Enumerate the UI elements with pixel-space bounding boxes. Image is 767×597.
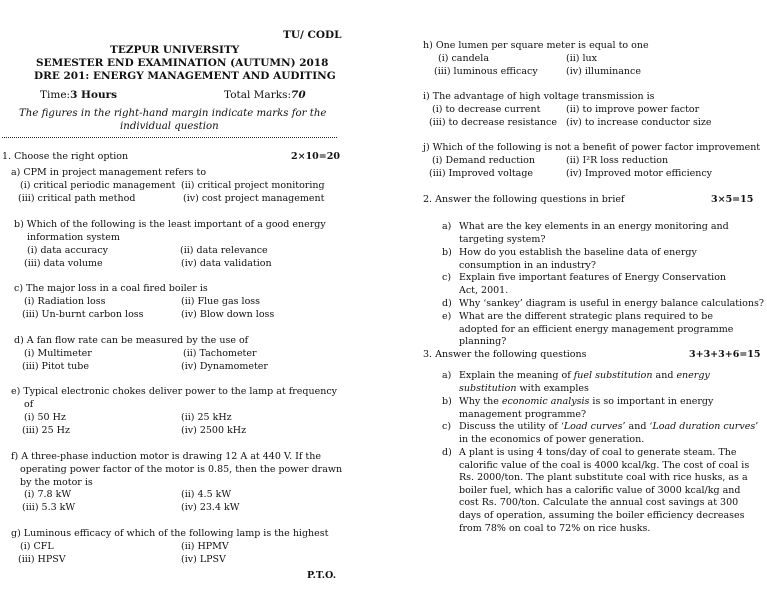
q1a-option-2: (ii) critical project monitoring bbox=[181, 180, 325, 191]
q1j-option-2: (ii) I²R loss reduction bbox=[566, 155, 669, 166]
q3c-text-part: ’ and ‘ bbox=[622, 421, 653, 432]
q1f-option-3: (iii) 5.3 kW bbox=[22, 502, 76, 513]
pto-label: P.T.O. bbox=[307, 570, 337, 581]
q2a-label: a) bbox=[442, 221, 452, 232]
q1e-stem-line2: of bbox=[24, 399, 34, 410]
q2e-text: What are the different strategic plans required to be adopted for an efficient energy management programme planning? bbox=[459, 311, 734, 348]
q1g-option-1: (i) CFL bbox=[20, 541, 54, 552]
q1a-option-1: (i) critical periodic management bbox=[20, 180, 176, 191]
q1f-stem-line3: by the motor is bbox=[20, 477, 93, 488]
q2d-label: d) bbox=[442, 298, 452, 309]
q1h-option-2: (ii) lux bbox=[566, 53, 598, 64]
q1h-stem: h) One lumen per square meter is equal to one bbox=[423, 40, 649, 51]
q1d-option-1: (i) Multimeter bbox=[24, 348, 92, 359]
q1j-option-3: (iii) Improved voltage bbox=[429, 168, 534, 179]
q1f-option-1: (i) 7.8 kW bbox=[24, 489, 72, 500]
q1g-stem: g) Luminous efficacy of which of the following lamp is the highest bbox=[11, 528, 329, 539]
q1b-option-3: (iii) data volume bbox=[24, 258, 103, 269]
q1d-option-3: (iii) Pitot tube bbox=[22, 361, 89, 372]
q1b-option-1: (i) data accuracy bbox=[27, 245, 109, 256]
q2b-label: b) bbox=[442, 247, 452, 258]
header-divider bbox=[2, 137, 337, 138]
q1h-option-4: (iv) illuminance bbox=[566, 66, 641, 77]
q3b-label: b) bbox=[442, 396, 452, 407]
q1i-option-4: (iv) to increase conductor size bbox=[566, 117, 712, 128]
q3a-text-part: Explain the meaning of bbox=[459, 370, 574, 381]
q3a-label: a) bbox=[442, 370, 452, 381]
q3c-term-duration: Load duration curves bbox=[652, 421, 756, 432]
marks-note-line2: individual question bbox=[120, 121, 219, 132]
q1c-option-4: (iv) Blow down loss bbox=[181, 309, 275, 320]
q2b-text: How do you establish the baseline data of energy consumption in an industry? bbox=[459, 247, 697, 271]
q3c-label: c) bbox=[442, 421, 452, 432]
q3-title: 3. Answer the following questions bbox=[423, 349, 587, 360]
university-name: TEZPUR UNIVERSITY bbox=[110, 44, 240, 56]
q1g-option-4: (iv) LPSV bbox=[181, 554, 226, 565]
q1e-option-2: (ii) 25 kHz bbox=[181, 412, 232, 423]
q2-title: 2. Answer the following questions in brief bbox=[423, 194, 625, 205]
q3a-text-part: with examples bbox=[516, 382, 589, 394]
q1-marks: 2×10=20 bbox=[291, 151, 340, 162]
q1f-stem-line1: f) A three-phase induction motor is drawing 12 A at 440 V. If the bbox=[11, 451, 321, 462]
q1e-option-3: (iii) 25 Hz bbox=[22, 425, 70, 436]
q1i-stem: i) The advantage of high voltage transmission is bbox=[423, 91, 655, 102]
q1b-option-4: (iv) data validation bbox=[181, 258, 272, 269]
marks-value: 70 bbox=[291, 89, 306, 101]
q3c-text-part: Discuss the utility of ‘ bbox=[459, 421, 564, 432]
q1b-option-2: (ii) data relevance bbox=[180, 245, 268, 256]
q1f-option-4: (iv) 23.4 kW bbox=[181, 502, 240, 513]
q1-title: 1. Choose the right option bbox=[2, 151, 129, 162]
q3a-text bbox=[459, 370, 759, 395]
q1c-option-1: (i) Radiation loss bbox=[24, 296, 106, 307]
q3a-term-fuel: fuel substitution bbox=[573, 370, 653, 381]
q1f-option-2: (ii) 4.5 kW bbox=[181, 489, 232, 500]
q1d-stem: d) A fan flow rate can be measured by the use of bbox=[14, 335, 249, 346]
marks-label: Total Marks: bbox=[224, 89, 292, 101]
q1g-option-3: (iii) HPSV bbox=[18, 554, 66, 565]
q1c-option-2: (ii) Flue gas loss bbox=[181, 296, 261, 307]
time-value: 3 Hours bbox=[70, 89, 118, 101]
q1j-option-1: (i) Demand reduction bbox=[432, 155, 535, 166]
q3b-text-part: Why the bbox=[459, 396, 502, 407]
q3c-text-part: ’ in the economics of power generation. bbox=[459, 421, 759, 445]
q1j-stem: j) Which of the following is not a benefit of power factor improvement bbox=[423, 142, 761, 153]
q1g-option-2: (ii) HPMV bbox=[181, 541, 229, 552]
q2d-text: Why ‘sankey’ diagram is useful in energy balance calculations? bbox=[459, 298, 764, 309]
time-label: Time: bbox=[40, 89, 71, 101]
q1f-stem-line2: operating power factor of the motor is 0.85, then the power drawn bbox=[20, 464, 343, 475]
q1j-option-4: (iv) Improved motor efficiency bbox=[566, 168, 713, 179]
q3c-term-load: Load curves bbox=[563, 421, 623, 432]
q1e-option-1: (i) 50 Hz bbox=[24, 412, 66, 423]
q3d-label: d) bbox=[442, 447, 452, 458]
q2e-label: e) bbox=[442, 311, 452, 322]
q3b-text bbox=[459, 396, 737, 421]
q3b-term: economic analysis bbox=[501, 396, 590, 407]
q2a-text: What are the key elements in an energy monitoring and targeting system? bbox=[459, 221, 729, 245]
q1i-option-3: (iii) to decrease resistance bbox=[429, 117, 557, 128]
q1h-option-1: (i) candela bbox=[438, 53, 489, 64]
q1a-stem: a) CPM in project management refers to bbox=[11, 167, 207, 178]
q1e-option-4: (iv) 2500 kHz bbox=[181, 425, 247, 436]
q1i-option-2: (ii) to improve power factor bbox=[566, 104, 700, 115]
time-allowed bbox=[40, 89, 117, 102]
q2c-text: Explain five important features of Energy Conservation Act, 2001. bbox=[459, 272, 727, 296]
q1a-option-3: (iii) critical path method bbox=[18, 193, 136, 204]
q3a-text-part: and bbox=[652, 370, 677, 381]
q1i-option-1: (i) to decrease current bbox=[432, 104, 541, 115]
q1c-stem: c) The major loss in a coal fired boiler is bbox=[14, 283, 208, 294]
course-title: DRE 201: ENERGY MANAGEMENT AND AUDITING bbox=[34, 70, 336, 82]
q3c-text bbox=[459, 421, 759, 446]
q1c-option-3: (iii) Un-burnt carbon loss bbox=[22, 309, 144, 320]
q3-marks: 3+3+3+6=15 bbox=[689, 349, 761, 360]
q3b-text-part: is so important in energy management programme? bbox=[459, 396, 714, 420]
q1d-option-2: (ii) Tachometer bbox=[183, 348, 257, 359]
q3d-text: A plant is using 4 tons/day of coal to generate steam. The calorific value of the coal is 4000 kcal/kg. The cost of coal is Rs. 2000/ton. The plant substitute coal with rice husks, as a boiler fuel, which has a calorific value of 3000 kcal/kg and cost Rs. 700/ton. Calculate the annual cost savings at 300 days of operation, assuming the boiler efficiency decreases from 78% on coal to 72% on rice husks. bbox=[459, 447, 750, 534]
q1e-stem-line1: e) Typical electronic chokes deliver power to the lamp at frequency bbox=[11, 386, 338, 397]
q2c-label: c) bbox=[442, 272, 452, 283]
paper-code: TU/ CODL bbox=[283, 29, 342, 41]
marks-note-line1: The figures in the right-hand margin indicate marks for the bbox=[19, 108, 327, 119]
exam-title: SEMESTER END EXAMINATION (AUTUMN) 2018 bbox=[36, 57, 329, 69]
q1b-stem-line2: information system bbox=[27, 232, 120, 243]
q1a-option-4: (iv) cost project management bbox=[183, 193, 325, 204]
q1d-option-4: (iv) Dynamometer bbox=[181, 361, 268, 372]
q3a-term-energy: energy substitution bbox=[459, 370, 710, 394]
total-marks bbox=[224, 89, 306, 102]
q1h-option-3: (iii) luminous efficacy bbox=[434, 66, 538, 77]
q2-marks: 3×5=15 bbox=[711, 194, 754, 205]
q1b-stem-line1: b) Which of the following is the least important of a good energy bbox=[14, 219, 326, 230]
